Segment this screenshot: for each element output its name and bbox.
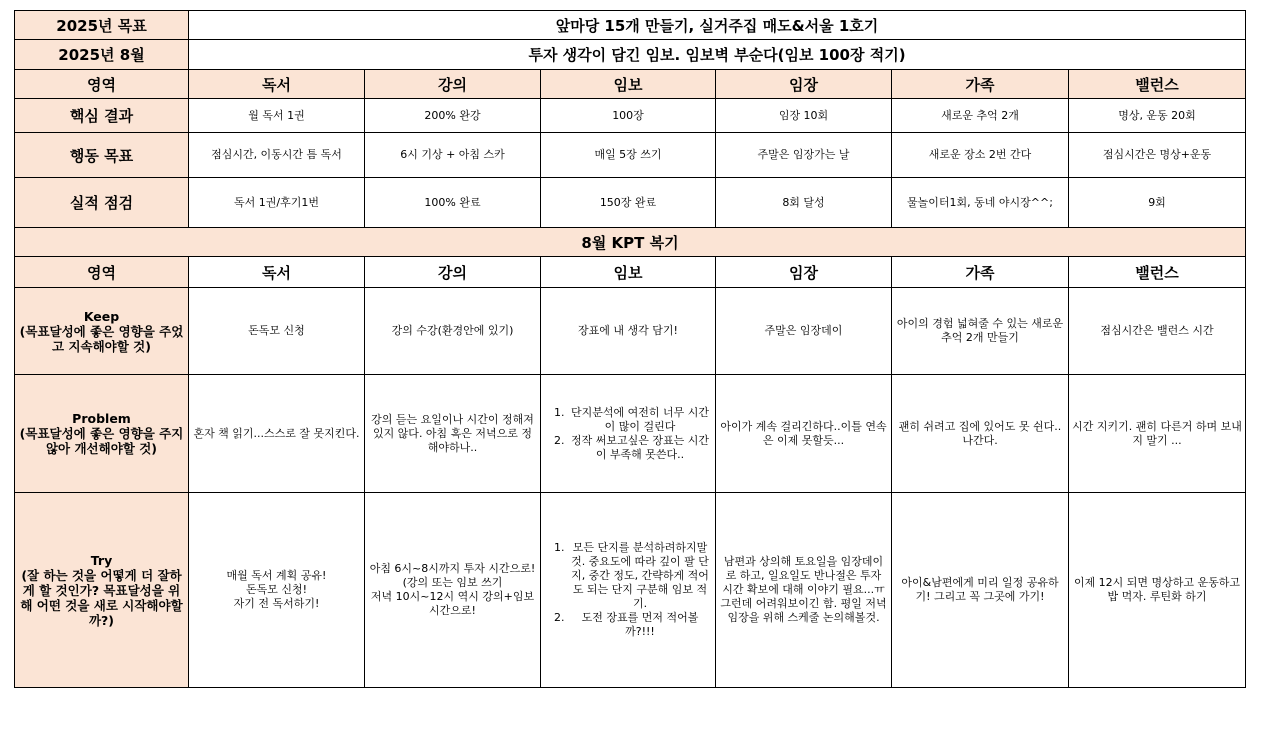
- kpt-header-row: [15, 257, 1246, 288]
- table-cell: 물놀이터1회, 동네 야시장^^;: [892, 178, 1069, 228]
- area-header-cell: 가족: [892, 70, 1069, 99]
- kpt-header-cell: 임장: [716, 257, 892, 288]
- kpt-header-cell: 강의: [365, 257, 541, 288]
- goal-month-row: [15, 40, 1246, 70]
- table-cell: 강의 듣는 요일이나 시간이 정해져 있지 않다. 아침 혹은 저녁으로 정해야하나..: [365, 375, 541, 493]
- table-cell: 점심시간은 밸런스 시간: [1069, 288, 1246, 375]
- goal-month-value: 투자 생각이 담긴 임보. 임보벽 부순다(임보 100장 적기): [189, 40, 1246, 70]
- area-header-cell: 임보: [541, 70, 716, 99]
- table-cell: 장표에 내 생각 담기!: [541, 288, 716, 375]
- table-cell: 매일 5장 쓰기: [541, 133, 716, 178]
- table-cell: [541, 375, 716, 493]
- table-cell: 명상, 운동 20회: [1069, 99, 1246, 133]
- table-cell: 임장 10회: [716, 99, 892, 133]
- key-results-row: [15, 99, 1246, 133]
- table-cell: 매월 독서 계획 공유! 돈독모 신청! 자기 전 독서하기!: [189, 493, 365, 688]
- area-header-cell: 밸런스: [1069, 70, 1246, 99]
- areas-header-row: [15, 70, 1246, 99]
- table-cell: 주말은 임장가는 날: [716, 133, 892, 178]
- try-row: [15, 493, 1246, 688]
- table-cell: 점심시간은 명상+운동: [1069, 133, 1246, 178]
- table-cell: 새로운 추억 2개: [892, 99, 1069, 133]
- table-cell: 주말은 임장데이: [716, 288, 892, 375]
- keep-row: [15, 288, 1246, 375]
- list-item: 1. 모든 단지를 분석하려하지말것. 중요도에 따라 깊이 팔 단지, 중간 정도, 간략하게 적어도 되는 단지 구분해 임보 적기.: [568, 541, 712, 611]
- kpt-header-cell: 임보: [541, 257, 716, 288]
- kpt-header-cell: 독서: [189, 257, 365, 288]
- table-cell: 혼자 책 읽기...스스로 잘 못지킨다.: [189, 375, 365, 493]
- numbered-list: [544, 541, 712, 639]
- problem-row: [15, 375, 1246, 493]
- table-cell: 6시 기상 + 아침 스카: [365, 133, 541, 178]
- table-cell: 새로운 장소 2번 간다: [892, 133, 1069, 178]
- row-label: 실적 점검: [15, 178, 189, 228]
- row-label: 핵심 결과: [15, 99, 189, 133]
- table-cell: 괜히 쉬려고 집에 있어도 못 쉰다..나간다.: [892, 375, 1069, 493]
- area-header-cell: 임장: [716, 70, 892, 99]
- table-cell: 이제 12시 되면 명상하고 운동하고 밥 먹자. 루틴화 하기: [1069, 493, 1246, 688]
- table-cell: 아이의 경험 넓혀줄 수 있는 새로운 추억 2개 만들기: [892, 288, 1069, 375]
- table-cell: 아침 6시~8시까지 투자 시간으로! (강의 또는 임보 쓰기 저녁 10시~12시 역시 강의+임보 시간으로!: [365, 493, 541, 688]
- keep-label: Keep (목표달성에 좋은 영향을 주었고 지속해야할 것): [15, 288, 189, 375]
- table-cell: 아이&남편에게 미리 일정 공유하기! 그리고 꼭 그곳에 가기!: [892, 493, 1069, 688]
- area-header-cell: 강의: [365, 70, 541, 99]
- table-cell: 시간 지키기. 괜히 다른거 하며 보내지 말기 ...: [1069, 375, 1246, 493]
- goal-year-row: [15, 11, 1246, 40]
- areas-header-label: 영역: [15, 70, 189, 99]
- numbered-list: [544, 406, 712, 462]
- table-cell: 돈독모 신청: [189, 288, 365, 375]
- row-label: 행동 목표: [15, 133, 189, 178]
- action-goals-row: [15, 133, 1246, 178]
- table-cell: 150장 완료: [541, 178, 716, 228]
- list-item: 2. 정작 써보고싶은 장표는 시간이 부족해 못쓴다..: [568, 434, 712, 462]
- kpt-title-row: [15, 228, 1246, 257]
- performance-check-row: [15, 178, 1246, 228]
- kpt-title: 8월 KPT 복기: [15, 228, 1246, 257]
- table-cell: 강의 수강(환경안에 있기): [365, 288, 541, 375]
- table-cell: 200% 완강: [365, 99, 541, 133]
- table-cell: 점심시간, 이동시간 틈 독서: [189, 133, 365, 178]
- list-item: 2. 도전 장표를 먼저 적어볼까?!!!: [568, 611, 712, 639]
- kpt-header-label: 영역: [15, 257, 189, 288]
- kpt-table: [14, 10, 1246, 688]
- table-cell: 100% 완료: [365, 178, 541, 228]
- goal-year-value: 앞마당 15개 만들기, 실거주집 매도&서울 1호기: [189, 11, 1246, 40]
- list-item: 1. 단지분석에 여전히 너무 시간이 많이 걸린다: [568, 406, 712, 434]
- table-cell: [541, 493, 716, 688]
- table-cell: 8회 달성: [716, 178, 892, 228]
- area-header-cell: 독서: [189, 70, 365, 99]
- table-cell: 월 독서 1권: [189, 99, 365, 133]
- table-cell: 남편과 상의해 토요일을 임장데이로 하고, 일요일도 반나절은 투자 시간 확보에 대해 이야기 필요...ㅠ 그런데 어려워보이긴 함. 평일 저녁 임장을 위해 스케줄 논의해볼것.: [716, 493, 892, 688]
- table-cell: 100장: [541, 99, 716, 133]
- kpt-header-cell: 밸런스: [1069, 257, 1246, 288]
- try-label: Try (잘 하는 것을 어떻게 더 잘하게 할 것인가? 목표달성을 위해 어떤 것을 새로 시작해야할까?): [15, 493, 189, 688]
- problem-label: Problem (목표달성에 좋은 영향을 주지않아 개선해야할 것): [15, 375, 189, 493]
- table-cell: 아이가 계속 걸리긴하다..이틀 연속은 이제 못할듯...: [716, 375, 892, 493]
- goal-year-label: 2025년 목표: [15, 11, 189, 40]
- kpt-header-cell: 가족: [892, 257, 1069, 288]
- table-cell: 9회: [1069, 178, 1246, 228]
- table-cell: 독서 1권/후기1번: [189, 178, 365, 228]
- goal-month-label: 2025년 8월: [15, 40, 189, 70]
